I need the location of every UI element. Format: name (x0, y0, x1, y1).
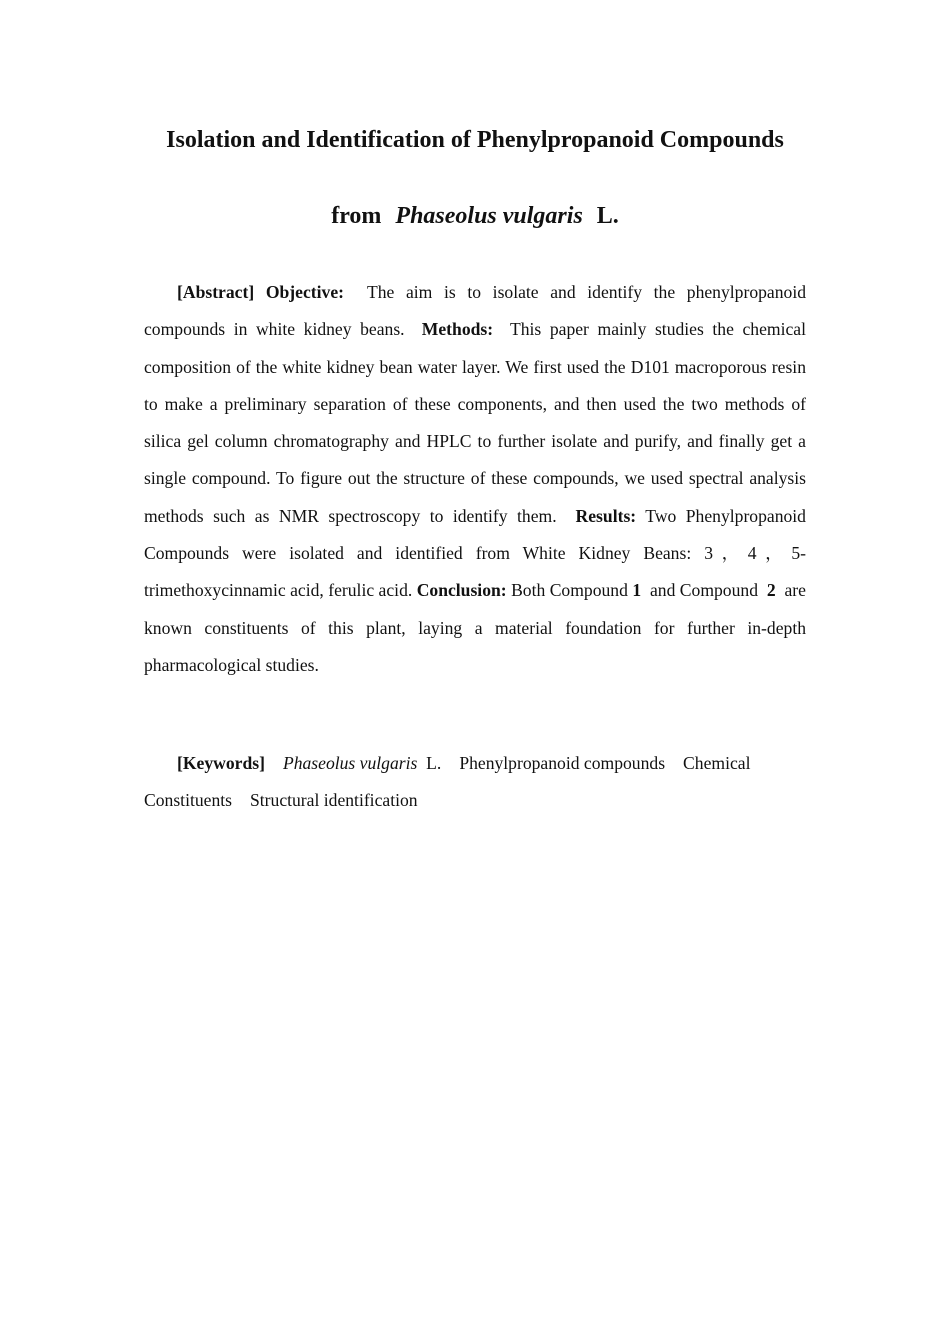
conclusion-text-a: Both Compound (511, 580, 628, 601)
paper-title-line-2 (0, 200, 950, 232)
methods-label: Methods: (421, 319, 494, 340)
keyword-phenylpropanoid: Phenylpropanoid compounds (459, 753, 666, 773)
compound-1-number: 1 (632, 580, 642, 601)
conclusion-text-c: are known constituents of this plant, laying a material foundation for further in-depth pharmacological studies. (144, 580, 806, 675)
abstract-paragraph (144, 274, 806, 684)
title-suffix: L. (596, 203, 619, 229)
results-text: Two Phenylpropanoid Compounds were isolated and identified from White Kidney Beans: 3，4，5-trimethoxycinnamic acid, ferulic acid. (144, 505, 806, 601)
methods-text: This paper mainly studies the chemical composition of the white kidney bean water layer. We first used the D101 macroporous resin to make a preliminary separation of these components, and then used the two methods of silica gel column chromatography and HPLC to further isolate and purify, and finally get a single compound. To figure out the structure of these compounds, we used spectral analysis methods such as NMR spectroscopy to identify them. (144, 319, 806, 526)
objective-label: Objective: (265, 282, 344, 302)
keyword-structural-identification: Structural identification (249, 790, 418, 811)
keywords-label: [Keywords] (177, 753, 265, 773)
title-species-name: Phaseolus vulgaris (395, 203, 583, 229)
keyword-species-suffix: L. (426, 753, 442, 773)
conclusion-text-b: and Compound (649, 580, 758, 601)
keywords-paragraph (144, 745, 806, 820)
keyword-chemical-constituents: Chemical Constituents (144, 753, 751, 811)
results-label: Results: (575, 505, 637, 526)
paper-title-line-1 (0, 124, 950, 156)
abstract-label: [Abstract] (177, 282, 255, 302)
title-text: Isolation and Identification of Phenylpropanoid Compounds (166, 127, 784, 153)
conclusion-label: Conclusion: (416, 580, 507, 601)
compound-2-number: 2 (766, 580, 776, 601)
title-prefix: from (331, 203, 382, 229)
keyword-species: Phaseolus vulgaris (282, 753, 418, 773)
objective-text: The aim is to isolate and identify the phenylpropanoid compounds in white kidney beans. (144, 282, 806, 340)
